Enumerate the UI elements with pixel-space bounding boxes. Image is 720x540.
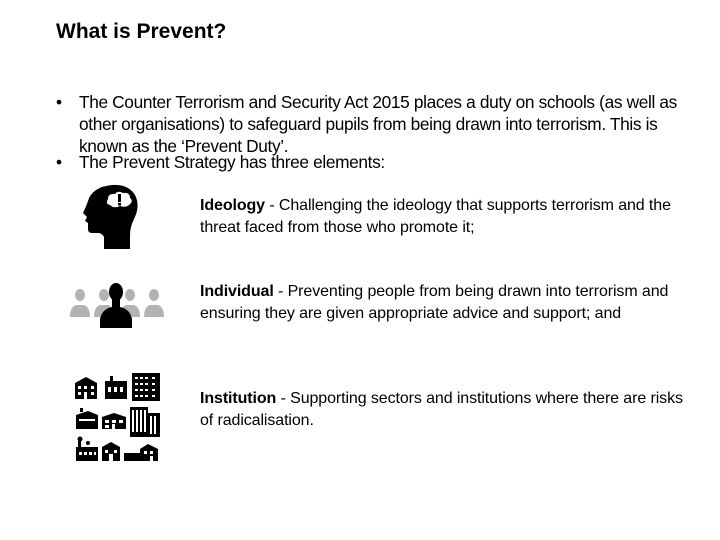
element-separator: - [276,390,291,407]
element-ideology [200,195,690,239]
element-separator: - [264,197,279,214]
buildings-icon [74,371,166,463]
element-description: Preventing people from being drawn into terrorism and ensuring they are given appropriate advice and support; and [200,283,669,322]
head-with-exclamation-icon [78,183,158,249]
element-separator: - [273,283,288,300]
element-label: Institution [200,390,277,407]
bullet-text: The Prevent Strategy has three elements: [79,152,385,172]
bullet-text: The Counter Terrorism and Security Act 2015 places a duty on schools (as well as other organisations) to safeguard pupils from being drawn into terrorism. This is known as the ‘Prevent Duty’. [79,92,677,156]
element-description: Challenging the ideology that supports terrorism and the threat faced from those who promote it; [200,197,671,236]
bullet-prevent-strategy [56,151,696,173]
bullet-marker: • [56,152,62,172]
element-description: Supporting sectors and institutions where there are risks of radicalisation. [200,390,683,429]
element-individual [200,281,690,325]
bullet-prevent-duty [56,91,696,157]
element-label: Individual [200,283,274,300]
element-label: Ideology [200,197,265,214]
bullet-marker: • [56,92,62,112]
crowd-individual-icon [68,283,168,333]
element-institution [200,388,690,432]
slide-title: What is Prevent? [56,20,227,43]
